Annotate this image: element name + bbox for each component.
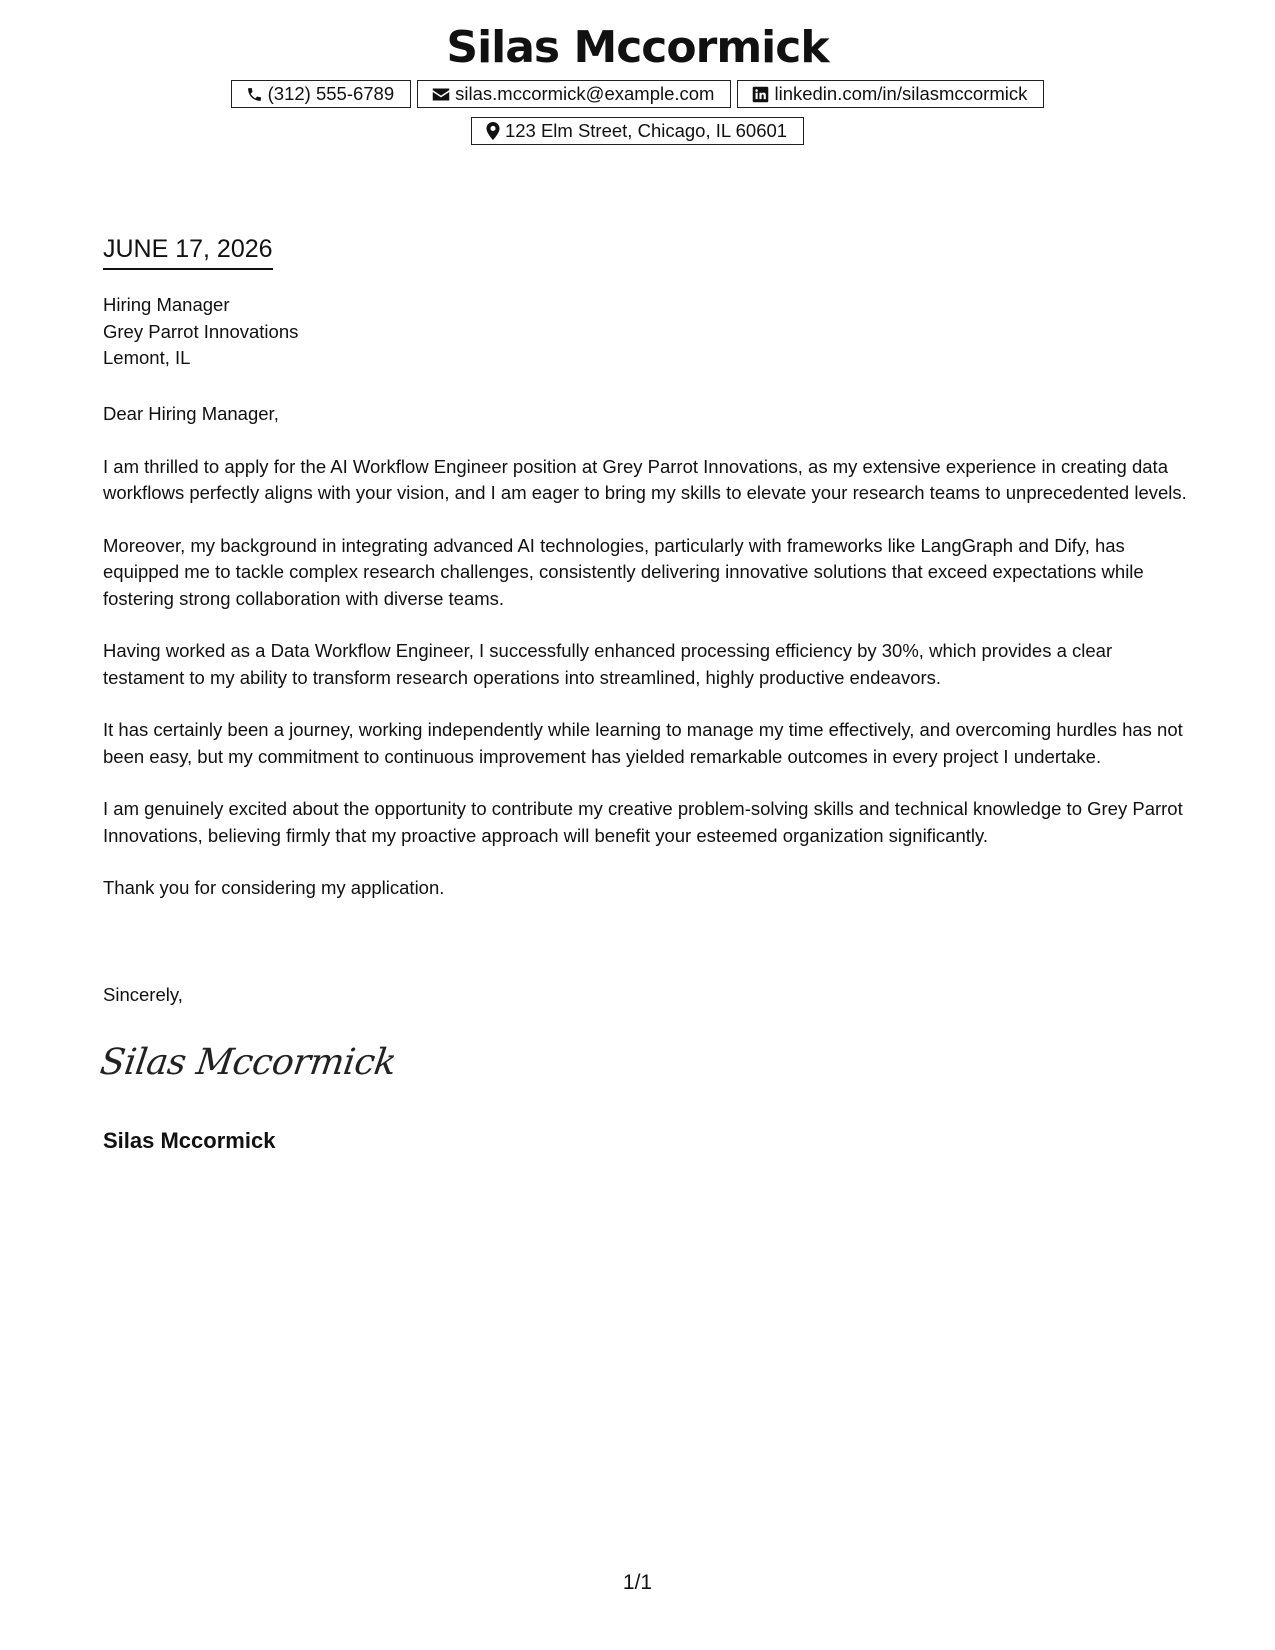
linkedin-icon bbox=[752, 86, 769, 103]
letter-body bbox=[103, 401, 1188, 928]
closing-line: Sincerely, bbox=[103, 984, 183, 1005]
address-text: 123 Elm Street, Chicago, IL 60601 bbox=[504, 120, 788, 141]
body-paragraph: It has certainly been a journey, working independently while learning to manage my time effectively, and overcoming hurdles has not been easy, but my commitment to continuous improvement has yielded remarkable outcomes in every project I undertake. bbox=[103, 719, 1183, 767]
body-paragraph: Moreover, my background in integrating advanced AI technologies, particularly with frameworks like LangGraph and Dify, has equipped me to tackle complex research challenges, consistently delivering innovative solutions that exceed expectations while fostering strong collaboration with diverse teams. bbox=[103, 534, 1144, 609]
recipient-location: Lemont, IL bbox=[103, 347, 191, 368]
signature-graphic bbox=[97, 1038, 399, 1088]
recipient-company: Grey Parrot Innovations bbox=[103, 320, 299, 342]
envelope-icon bbox=[432, 87, 450, 102]
recipient-block bbox=[103, 292, 298, 372]
body-paragraph: Thank you for considering my application. bbox=[103, 877, 445, 898]
svg-text:Silas Mccormick: Silas Mccormick bbox=[97, 1040, 399, 1083]
body-paragraph: I am thrilled to apply for the AI Workflow Engineer position at Grey Parrot Innovations, as my extensive experience in creating data workflows perfectly aligns with your vision, and I am eager to bring my skills to elevate your research teams to unprecedented levels. bbox=[103, 455, 1187, 503]
email-contact[interactable] bbox=[417, 80, 731, 108]
signed-name: Silas Mccormick bbox=[103, 1128, 276, 1153]
contact-row-primary bbox=[0, 80, 1275, 108]
salutation: Dear Hiring Manager, bbox=[103, 403, 279, 424]
phone-contact[interactable] bbox=[231, 80, 412, 108]
map-marker-icon bbox=[486, 122, 500, 140]
handwritten-signature bbox=[97, 1038, 399, 1093]
linkedin-contact[interactable] bbox=[737, 80, 1044, 108]
phone-text: (312) 555-6789 bbox=[267, 83, 395, 104]
contact-row-secondary bbox=[0, 117, 1275, 145]
body-paragraph: I am genuinely excited about the opportunity to contribute my creative problem-solving skills and technical knowledge to Grey Parrot Innovations, believing firmly that my proactive approach will benefit your esteemed organization significantly. bbox=[103, 798, 1183, 846]
applicant-name: Silas Mccormick bbox=[446, 22, 829, 73]
address-contact[interactable] bbox=[471, 117, 804, 145]
phone-icon bbox=[246, 86, 263, 103]
page-number: 1/1 bbox=[622, 1571, 653, 1594]
body-paragraph: Having worked as a Data Workflow Engineer, I successfully enhanced processing efficiency by 30%, which provides a clear testament to my ability to transform research operations into streamlined, highly productive endeavors. bbox=[103, 640, 1113, 688]
linkedin-text: linkedin.com/in/silasmccormick bbox=[774, 83, 1028, 104]
letter-date: JUNE 17, 2026 bbox=[103, 234, 273, 270]
recipient-title: Hiring Manager bbox=[103, 294, 230, 315]
email-text: silas.mccormick@example.com bbox=[455, 83, 715, 104]
